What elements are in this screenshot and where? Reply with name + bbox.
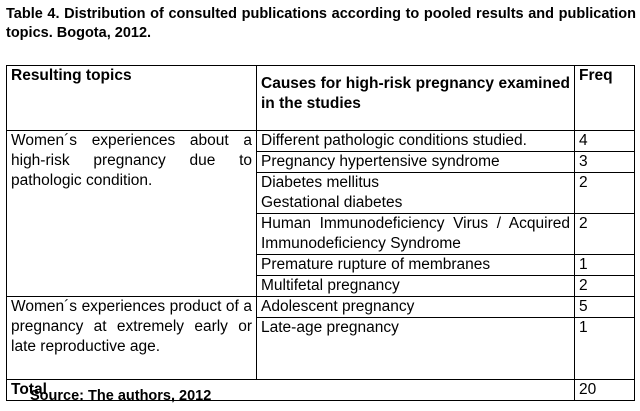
freq-cell: 4 (575, 131, 635, 152)
table-caption: Table 4. Distribution of consulted publications according to pooled results and publication topics. Bogota, 2012. (6, 6, 636, 41)
freq-cell: 2 (575, 276, 635, 297)
freq-cell: 3 (575, 152, 635, 173)
freq-cell: 1 (575, 255, 635, 276)
cause-cell (257, 173, 575, 214)
freq-cell: 2 (575, 173, 635, 214)
freq-cell: 1 (575, 318, 635, 380)
cause-cell: Different pathologic conditions studied. (257, 131, 575, 152)
table-row (7, 297, 635, 318)
cause-cell: Late-age pregnancy (257, 318, 575, 380)
cause-cell: Premature rupture of membranes (257, 255, 575, 276)
cause-line: Diabetes mellitus (261, 174, 380, 191)
publications-table (6, 65, 635, 401)
header-topics: Resulting topics (7, 66, 257, 131)
total-label: Total (7, 380, 575, 401)
header-causes: Causes for high-risk pregnancy examined in the studies (257, 66, 575, 131)
source-note: Source: The authors, 2012 (30, 388, 212, 404)
cause-cell: Adolescent pregnancy (257, 297, 575, 318)
cause-cell: Human Immunodeficiency Virus / Acquired Immunodeficiency Syndrome (257, 214, 575, 255)
freq-cell: 2 (575, 214, 635, 255)
topic-cell: Women´s experiences about a high-risk pregnancy due to pathologic condition. (7, 131, 257, 297)
cause-cell: Pregnancy hypertensive syndrome (257, 152, 575, 173)
cause-line: Gestational diabetes (261, 194, 403, 211)
header-row (7, 66, 635, 131)
header-freq: Freq (575, 66, 635, 131)
cause-cell: Multifetal pregnancy (257, 276, 575, 297)
freq-cell: 5 (575, 297, 635, 318)
total-freq: 20 (575, 380, 635, 401)
topic-cell: Women´s experiences product of a pregnancy at extremely early or late reproductive age. (7, 297, 257, 380)
table-row (7, 131, 635, 152)
